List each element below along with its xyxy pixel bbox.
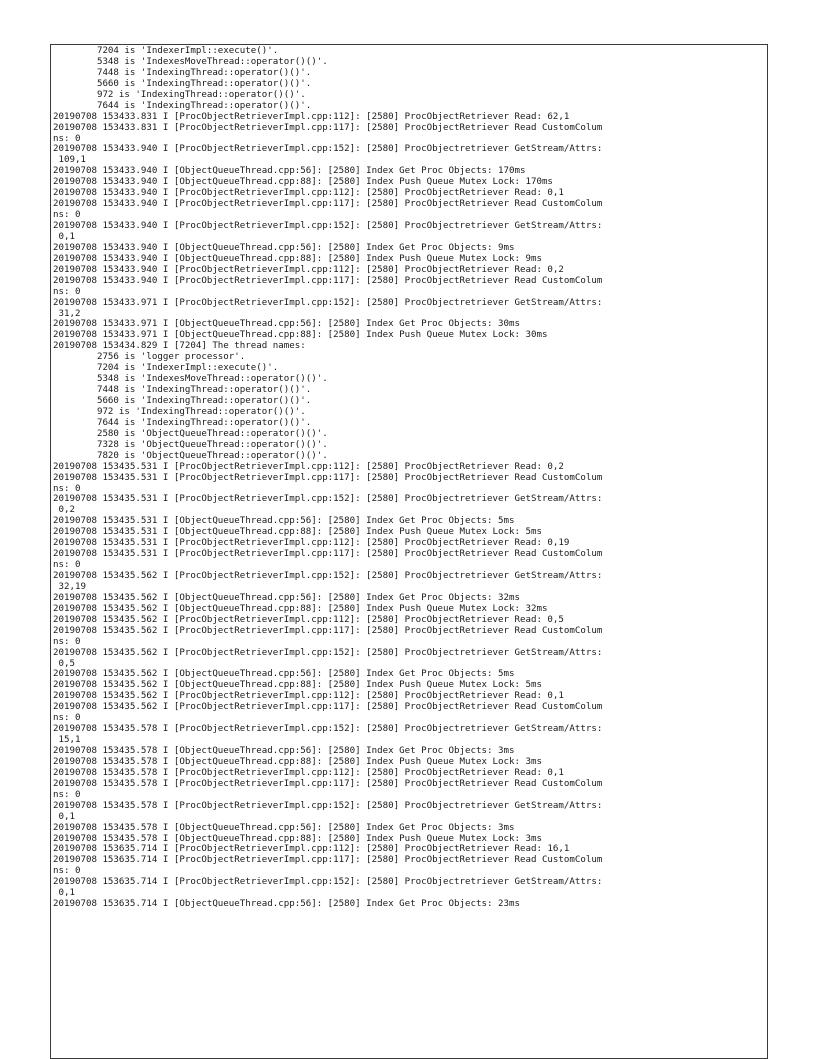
log-line: 20190708 153433.940 I [ObjectQueueThread.cpp:88]: [2580] Index Push Queue Mutex Lock: 9ms [53,253,542,264]
log-line: 20190708 153435.531 I [ProcObjectRetrieverImpl.cpp:152]: [2580] ProcObjectretriever GetStream/Attrs: [53,494,603,505]
log-line: ns: 0 [53,560,81,571]
log-line: 20190708 153435.562 I [ProcObjectRetrieverImpl.cpp:152]: [2580] ProcObjectretriever GetStream/Attrs: [53,571,603,581]
log-line: 20190708 153435.531 I [ProcObjectRetrieverImpl.cpp:112]: [2580] ProcObjectRetriever Read: 0,19 [53,538,570,549]
log-line: ns: 0 [53,866,81,877]
log-line: 20190708 153635.714 I [ProcObjectRetrieverImpl.cpp:152]: [2580] ProcObjectretriever GetStream/Attrs: [53,877,603,888]
log-line: 32,19 [53,581,86,592]
log-line: 20190708 153435.578 I [ObjectQueueThread.cpp:56]: [2580] Index Get Proc Objects: 3ms [53,822,515,833]
log-line: 20190708 153433.940 I [ProcObjectRetrieverImpl.cpp:112]: [2580] ProcObjectRetriever Read: 0,1 [53,188,564,199]
log-line: 109,1 [53,155,86,166]
log-line: 20190708 153433.971 I [ObjectQueueThread.cpp:56]: [2580] Index Get Proc Objects: 30ms [53,319,520,330]
log-line: 20190708 153433.831 I [ProcObjectRetrieverImpl.cpp:117]: [2580] ProcObjectRetriever Read CustomColum [53,122,603,133]
log-line: 972 is 'IndexingThread::operator()()'. [53,89,306,100]
log-line: 0,2 [53,505,75,516]
log-line: 7448 is 'IndexingThread::operator()()'. [53,67,312,78]
log-line: 20190708 153435.562 I [ProcObjectRetrieverImpl.cpp:152]: [2580] ProcObjectretriever GetStream/Attrs: [53,647,603,658]
log-line: 20190708 153433.940 I [ProcObjectRetrieverImpl.cpp:152]: [2580] ProcObjectretriever GetStream/Attrs: [53,221,603,231]
log-line: 20190708 153435.562 I [ObjectQueueThread.cpp:56]: [2580] Index Get Proc Objects: 32ms [53,592,520,603]
log-line: 20190708 153433.940 I [ProcObjectRetrieverImpl.cpp:117]: [2580] ProcObjectRetriever Read CustomColum [53,275,603,286]
log-line: 7644 is 'IndexingThread::operator()()'. [53,417,312,428]
log-line: 20190708 153435.562 I [ProcObjectRetrieverImpl.cpp:117]: [2580] ProcObjectRetriever Read CustomColum [53,625,603,636]
log-line: ns: 0 [53,789,81,800]
log-line: 20190708 153435.531 I [ProcObjectRetrieverImpl.cpp:112]: [2580] ProcObjectRetriever Read: 0,2 [53,461,564,472]
log-line: 20190708 153433.940 I [ProcObjectRetrieverImpl.cpp:117]: [2580] ProcObjectRetriever Read CustomColum [53,199,603,210]
log-line: 20190708 153434.829 I [7204] The thread names: [53,341,306,352]
log-line: 5660 is 'IndexingThread::operator()()'. [53,396,312,406]
log-line: 5348 is 'IndexesMoveThread::operator()()'. [53,374,328,385]
log-line: ns: 0 [53,286,81,297]
log-line: 20190708 153433.940 I [ObjectQueueThread.cpp:56]: [2580] Index Get Proc Objects: 9ms [53,242,515,253]
log-line: 20190708 153435.531 I [ProcObjectRetrieverImpl.cpp:117]: [2580] ProcObjectRetriever Read CustomColum [53,472,603,483]
log-line: ns: 0 [53,210,81,221]
log-line: 20190708 153435.578 I [ObjectQueueThread.cpp:56]: [2580] Index Get Proc Objects: 3ms [53,746,515,756]
log-frame [50,44,768,1059]
log-line: 20190708 153435.578 I [ObjectQueueThread.cpp:88]: [2580] Index Push Queue Mutex Lock: 3ms [53,756,542,767]
log-line: 20190708 153435.562 I [ProcObjectRetrieverImpl.cpp:112]: [2580] ProcObjectRetriever Read: 0,5 [53,614,564,625]
log-line: 7644 is 'IndexingThread::operator()()'. [53,100,312,111]
log-line: 5660 is 'IndexingThread::operator()()'. [53,78,312,89]
log-line: 20190708 153435.562 I [ObjectQueueThread.cpp:88]: [2580] Index Push Queue Mutex Lock: 32ms [53,603,548,614]
log-line: 15,1 [53,735,81,746]
log-line: 20190708 153433.971 I [ProcObjectRetrieverImpl.cpp:152]: [2580] ProcObjectretriever GetStream/Attrs: [53,297,603,308]
log-line: 7328 is 'ObjectQueueThread::operator()()'. [53,439,328,450]
log-line: 5348 is 'IndexesMoveThread::operator()()'. [53,56,328,67]
log-line: 20190708 153435.562 I [ProcObjectRetrieverImpl.cpp:117]: [2580] ProcObjectRetriever Read CustomColum [53,702,603,713]
log-line: ns: 0 [53,713,81,724]
log-line: 20190708 153435.562 I [ObjectQueueThread.cpp:56]: [2580] Index Get Proc Objects: 5ms [53,669,515,680]
log-line: 7204 is 'IndexerImpl::execute()'. [53,363,279,374]
log-line: 20190708 153433.831 I [ProcObjectRetrieverImpl.cpp:112]: [2580] ProcObjectRetriever Read: 62,1 [53,111,570,122]
log-line: 2756 is 'logger processor'. [53,352,246,363]
log-line: 20190708 153435.562 I [ObjectQueueThread.cpp:88]: [2580] Index Push Queue Mutex Lock: 5ms [53,680,542,691]
log-line: 7820 is 'ObjectQueueThread::operator()()'. [53,450,328,461]
log-line: 20190708 153635.714 I [ProcObjectRetrieverImpl.cpp:112]: [2580] ProcObjectRetriever Read: 16,1 [53,844,570,855]
log-line: 20190708 153435.578 I [ProcObjectRetrieverImpl.cpp:152]: [2580] ProcObjectretriever GetStream/Attrs: [53,800,603,811]
log-line: 20190708 153433.971 I [ObjectQueueThread.cpp:88]: [2580] Index Push Queue Mutex Lock: 30ms [53,330,548,341]
log-line: 20190708 153435.578 I [ObjectQueueThread.cpp:88]: [2580] Index Push Queue Mutex Lock: 3ms [53,833,542,844]
log-line: 31,2 [53,308,81,319]
log-line: 20190708 153435.531 I [ObjectQueueThread.cpp:56]: [2580] Index Get Proc Objects: 5ms [53,516,515,527]
log-line: 20190708 153433.940 I [ObjectQueueThread.cpp:88]: [2580] Index Push Queue Mutex Lock: 170ms [53,177,553,188]
log-line: 20190708 153435.531 I [ProcObjectRetrieverImpl.cpp:117]: [2580] ProcObjectRetriever Read CustomColum [53,549,603,560]
log-line: 0,5 [53,658,75,669]
log-line: 0,1 [53,811,75,822]
log-line: ns: 0 [53,483,81,494]
log-line: 20190708 153635.714 I [ObjectQueueThread.cpp:56]: [2580] Index Get Proc Objects: 23ms [53,899,520,910]
log-line: 0,1 [53,231,75,242]
log-line: 20190708 153435.578 I [ProcObjectRetrieverImpl.cpp:152]: [2580] ProcObjectretriever GetStream/Attrs: [53,724,603,735]
log-line: 20190708 153435.578 I [ProcObjectRetrieverImpl.cpp:112]: [2580] ProcObjectRetriever Read: 0,1 [53,767,564,778]
log-line: 2580 is 'ObjectQueueThread::operator()()'. [53,428,328,439]
log-line: ns: 0 [53,636,81,647]
log-line: ns: 0 [53,133,81,144]
log-line: 20190708 153433.940 I [ProcObjectRetrieverImpl.cpp:112]: [2580] ProcObjectRetriever Read: 0,2 [53,264,564,275]
log-line: 7204 is 'IndexerImpl::execute()'. [53,46,279,56]
log-line: 20190708 153433.940 I [ObjectQueueThread.cpp:56]: [2580] Index Get Proc Objects: 170ms [53,166,526,177]
log-line: 20190708 153435.531 I [ObjectQueueThread.cpp:88]: [2580] Index Push Queue Mutex Lock: 5ms [53,527,542,538]
log-line: 7448 is 'IndexingThread::operator()()'. [53,385,312,396]
log-line: 20190708 153635.714 I [ProcObjectRetrieverImpl.cpp:117]: [2580] ProcObjectRetriever Read CustomColum [53,855,603,866]
log-line: 20190708 153433.940 I [ProcObjectRetrieverImpl.cpp:152]: [2580] ProcObjectretriever GetStream/Attrs: [53,144,603,155]
log-line: 972 is 'IndexingThread::operator()()'. [53,406,306,417]
log-text [51,45,767,910]
log-line: 0,1 [53,888,75,899]
log-line: 20190708 153435.578 I [ProcObjectRetrieverImpl.cpp:117]: [2580] ProcObjectRetriever Read CustomColum [53,778,603,789]
log-line: 20190708 153435.562 I [ProcObjectRetrieverImpl.cpp:112]: [2580] ProcObjectRetriever Read: 0,1 [53,691,564,702]
